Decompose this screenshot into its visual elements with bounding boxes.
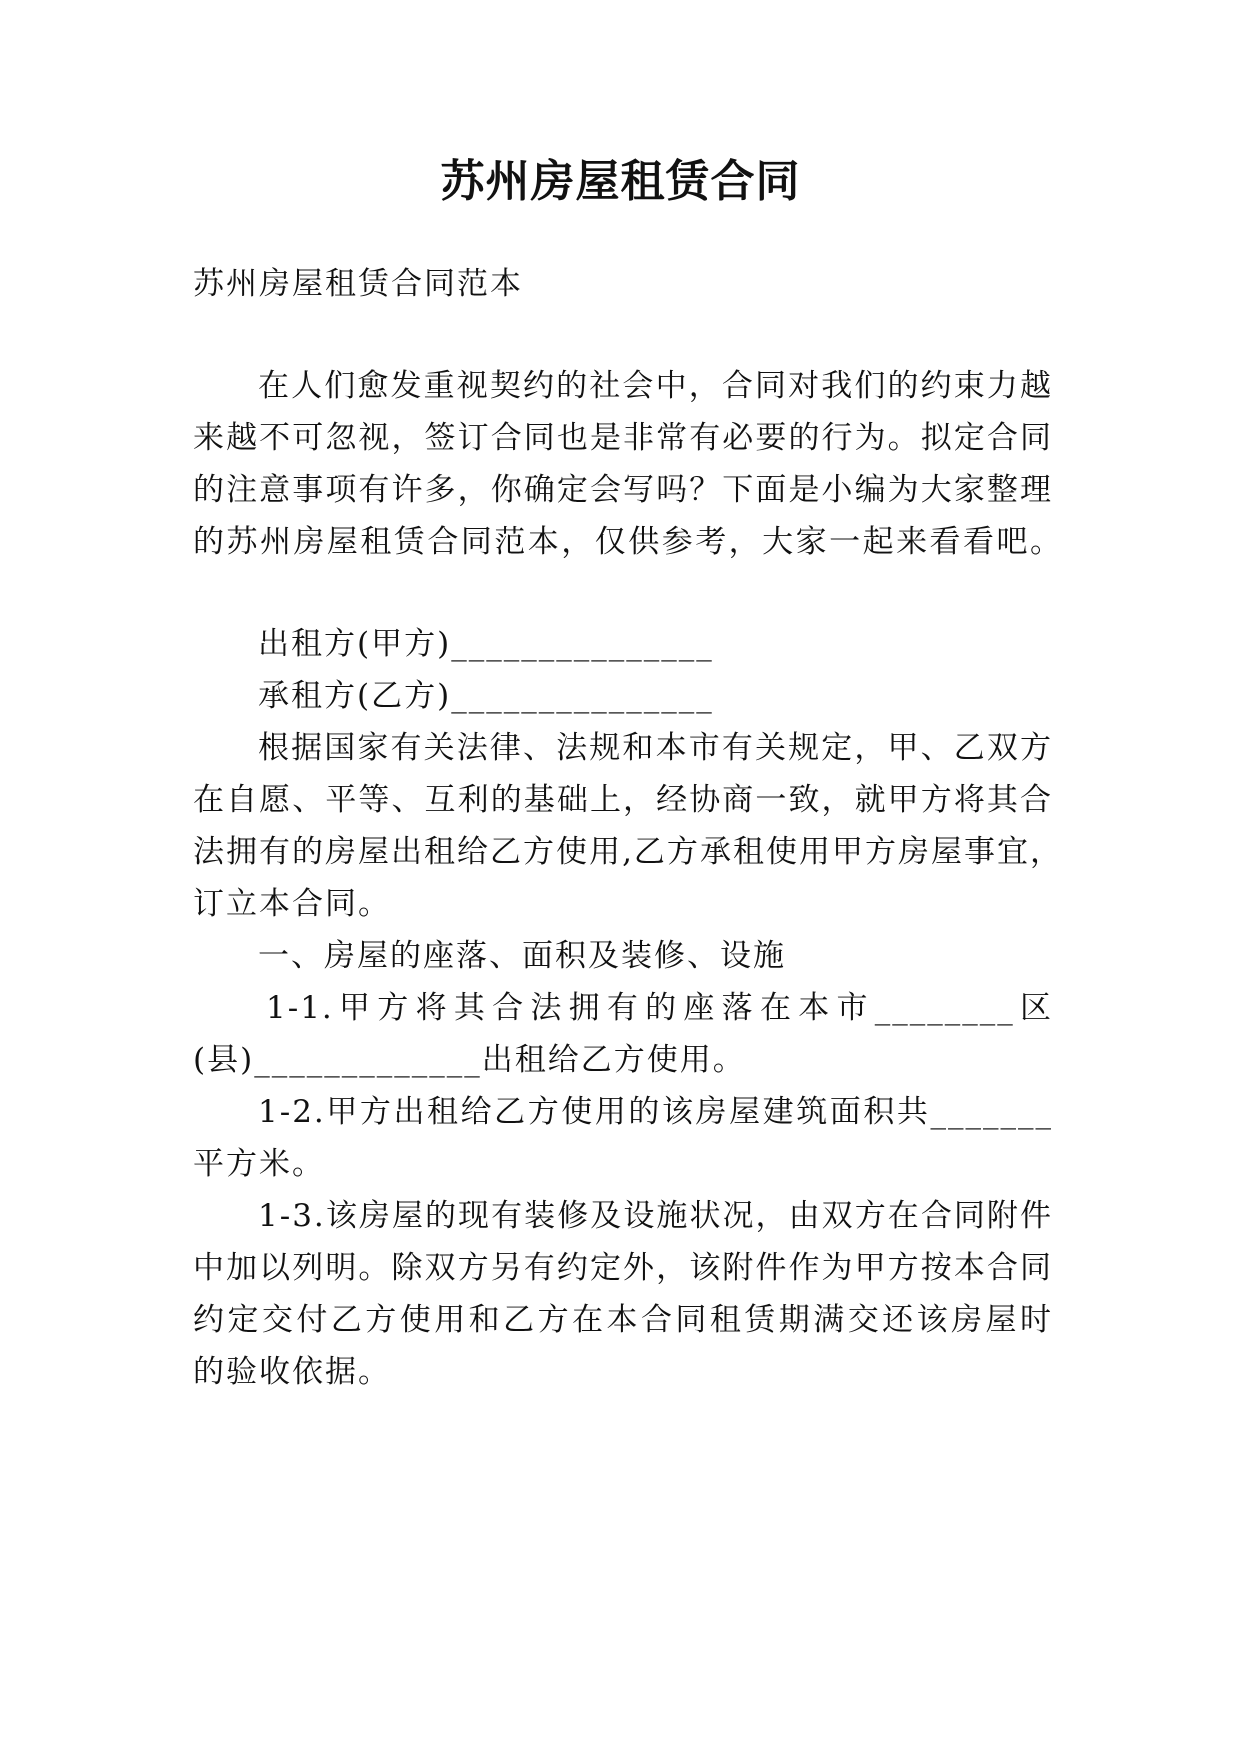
lessor-line: 出租方(甲方)_______________	[258, 626, 714, 662]
preamble-line-4: 订立本合同。	[193, 886, 391, 922]
clause-1-1-line-1: 1-1.甲方将其合法拥有的座落在本市________区	[266, 990, 1053, 1026]
intro-line-1: 在人们愈发重视契约的社会中，合同对我们的约束力越	[258, 368, 1053, 404]
clause-1-1-line-2: (县)_____________出租给乙方使用。	[193, 1042, 746, 1078]
intro-line-2: 来越不可忽视，签订合同也是非常有必要的行为。拟定合同	[193, 420, 1053, 456]
clause-1-3-line-3: 约定交付乙方使用和乙方在本合同租赁期满交还该房屋时	[193, 1302, 1053, 1338]
document-title: 苏州房屋租赁合同	[440, 156, 801, 207]
intro-line-3: 的注意事项有许多，你确定会写吗？下面是小编为大家整理	[193, 472, 1053, 508]
clause-1-2-line-2: 平方米。	[193, 1146, 325, 1182]
lessee-line: 承租方(乙方)_______________	[258, 678, 714, 714]
preamble-line-1: 根据国家有关法律、法规和本市有关规定，甲、乙双方	[258, 730, 1053, 766]
section-1-heading: 一、房屋的座落、面积及装修、设施	[258, 938, 786, 974]
clause-1-3-line-4: 的验收依据。	[193, 1354, 391, 1390]
preamble-line-2: 在自愿、平等、互利的基础上，经协商一致，就甲方将其合	[193, 782, 1053, 818]
clause-1-3-line-1: 1-3.该房屋的现有装修及设施状况，由双方在合同附件	[258, 1198, 1053, 1234]
clause-1-3-line-2: 中加以列明。除双方另有约定外，该附件作为甲方按本合同	[193, 1250, 1053, 1286]
preamble-line-3: 法拥有的房屋出租给乙方使用,乙方承租使用甲方房屋事宜，	[193, 834, 1063, 870]
document-subtitle: 苏州房屋租赁合同范本	[193, 266, 523, 302]
clause-1-2-line-1: 1-2.甲方出租给乙方使用的该房屋建筑面积共_______	[258, 1094, 1053, 1130]
intro-line-4: 的苏州房屋租赁合同范本，仅供参考，大家一起来看看吧。	[193, 524, 1063, 560]
